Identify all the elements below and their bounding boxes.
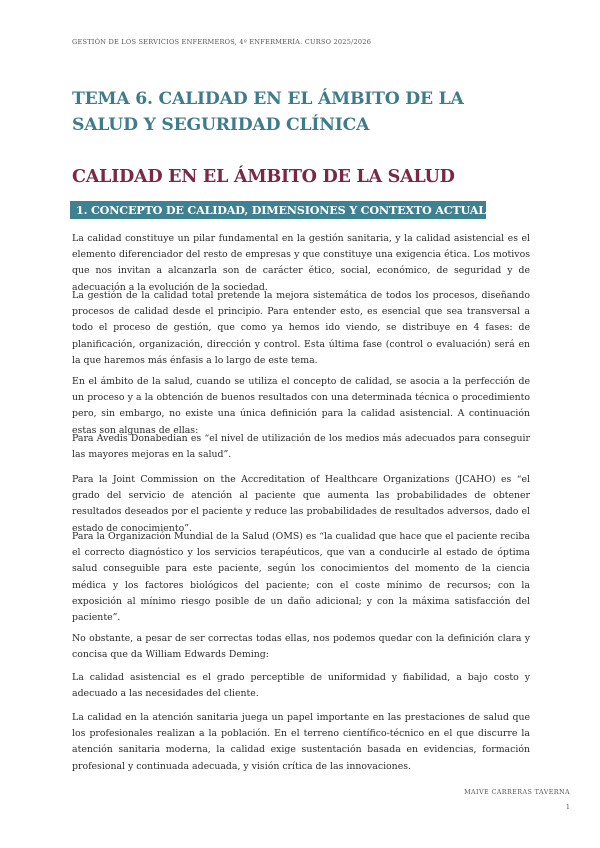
paragraph-oms: Para la Organización Mundial de la Salud (OMS) es “la cualidad que hace que el paciente reciba el correcto diagnóstico y los servicios terapéuticos, que van a conducirle al estado de óptima salud conseguible para este paciente, según los conocimientos del momento de la ciencia médica y los factores biológicos del paciente; con el coste mínimo de recursos; con la exposición al mínimo riesgo posible de un daño adicional; y con la máxima satisfacción del paciente”.	[72, 531, 530, 624]
subsection-title: 1. CONCEPTO DE CALIDAD, DIMENSIONES Y CONTEXTO ACTUAL	[76, 203, 486, 217]
running-header: GESTIÓN DE LOS SERVICIOS ENFERMEROS, 4º ENFERMERÍA. CURSO 2025/2026	[72, 38, 372, 46]
footer-author: MAIVE CARRERAS TAVERNA	[464, 788, 570, 796]
paragraph-health-context: En el ámbito de la salud, cuando se utiliza el concepto de calidad, se asocia a la perfección de un proceso y a la obtención de buenos resultados con una determinada técnica o procedimiento pero, sin embargo, no existe una única definición para la calidad asistencial. A continuación estas son algunas de ellas:	[72, 376, 530, 436]
paragraph-intro: La calidad constituye un pilar fundamental en la gestión sanitaria, y la calidad asistencial es el elemento diferenciador del resto de empresas y que constituye una exigencia ética. Los motivos que nos invitan a alcanzarla son de carácter ético, social, económico, de seguridad y de adecuación a la evolución de la sociedad.	[72, 233, 530, 293]
paragraph-however: No obstante, a pesar de ser correctas todas ellas, nos podemos quedar con la definición clara y concisa que da William Edwards Deming:	[72, 633, 530, 661]
paragraph-donabedian: Para Avedis Donabedian es “el nivel de utilización de los medios más adecuados para conseguir las mayores mejoras en la salud”.	[72, 433, 530, 461]
paragraph-deming: La calidad asistencial es el grado perceptible de uniformidad y fiabilidad, a bajo costo y adecuado a las necesidades del cliente.	[72, 672, 530, 700]
chapter-title: TEMA 6. CALIDAD EN EL ÁMBITO DE LA SALUD Y SEGURIDAD CLÍNICA	[72, 89, 464, 135]
paragraph-jcaho: Para la Joint Commission on the Accreditation of Healthcare Organizations (JCAHO) es “el grado del servicio de atención al paciente que aumenta las probabilidades de obtener resultados deseados por el paciente y reduce las probabilidades de resultados adversos, dado el estado de conocimiento”.	[72, 474, 530, 534]
paragraph-care-role: La calidad en la atención sanitaria juega un papel importante en las prestaciones de salud que los profesionales realizan a la población. En el terreno científico-técnico en el que discurre la atención sanitaria moderna, la calidad exige sustentación basada en evidencias, formación profesional y continuada adecuada, y visión crítica de las innovaciones.	[72, 712, 530, 772]
subsection-heading-bar	[70, 201, 486, 219]
paragraph-total-quality: La gestión de la calidad total pretende la mejora sistemática de todos los procesos, diseñando procesos de calidad desde el principio. Para entender esto, es esencial que sea transversal a todo el proceso de gestión, que como ya hemos ido viendo, se distribuye en 4 fases: de planificación, organización, dirección y control. Esta última fase (control o evaluación) será en la que haremos más énfasis a lo largo de este tema.	[72, 290, 530, 366]
page-number: 1	[565, 803, 570, 811]
section-title: CALIDAD EN EL ÁMBITO DE LA SALUD	[72, 166, 455, 187]
